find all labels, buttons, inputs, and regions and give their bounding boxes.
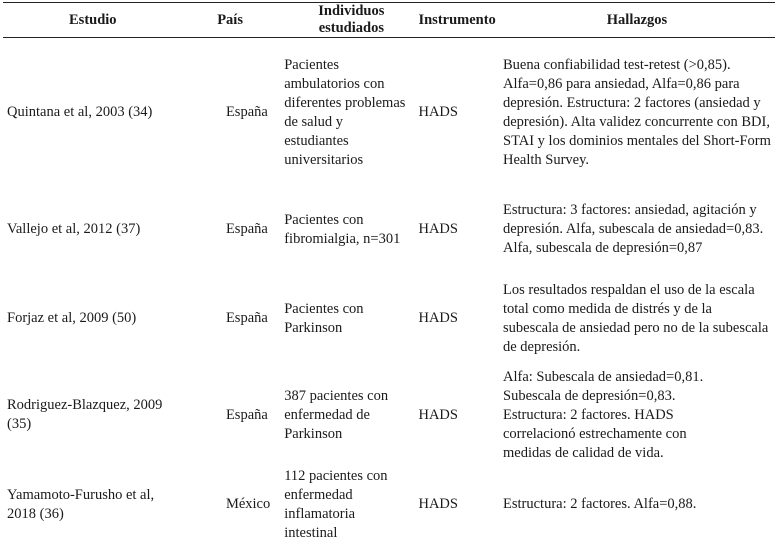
study-text: Yamamoto-Furusho et al, 2018 (36) (7, 486, 185, 524)
study-text: Quintana et al, 2003 (34) (7, 103, 185, 122)
header-row (3, 3, 775, 38)
findings-text: Alfa: Subescala de ansiedad=0,81. Subescala de depresión=0,83. Estructura: 2 factores. HADS correlacionó estrechamente con medidas de calidad de vida. (503, 368, 728, 463)
header-findings: Hallazgos (501, 3, 775, 38)
cell-instrument: HADS (418, 272, 501, 365)
cell-country: España (226, 365, 284, 465)
cell-country: España (226, 38, 284, 188)
cell-findings (501, 465, 775, 544)
subjects-text: Pacientes con fibromialgia, n=301 (284, 211, 416, 249)
findings-text: Estructura: 3 factores: ansiedad, agitación y depresión. Alfa, subescala de ansiedad=0,83. Alfa, subescala de depresión=0,87 (503, 201, 771, 258)
cell-subjects (284, 187, 418, 272)
cell-country: España (226, 272, 284, 365)
cell-subjects (284, 465, 418, 544)
cell-country: España (226, 187, 284, 272)
cell-study (3, 38, 226, 188)
findings-text: Buena confiabilidad test-retest (>0,85). Alfa=0,86 para ansiedad, Alfa=0,86 para depresión. Estructura: 2 factores (ansiedad y depresión). Alta validez concurrente con BDI, STAI y los dominios mentales del Short-Form Health Survey. (503, 56, 771, 170)
table-row (3, 465, 775, 544)
cell-subjects (284, 38, 418, 188)
studies-table (3, 2, 775, 544)
header-country (226, 3, 284, 38)
cell-instrument: HADS (418, 187, 501, 272)
cell-country: México (226, 465, 284, 544)
cell-findings (501, 272, 775, 365)
cell-instrument: HADS (418, 38, 501, 188)
table-body (3, 38, 775, 544)
subjects-text: Pacientes con Parkinson (284, 300, 384, 338)
findings-text: Los resultados respaldan el uso de la escala total como medida de distrés y de la subescala de ansiedad pero no de la subescala de depresión. (503, 281, 771, 357)
subjects-text: 112 pacientes con enfermedad inflamatoria intestinal (284, 467, 394, 543)
table-row (3, 272, 775, 365)
findings-text: Estructura: 2 factores. Alfa=0,88. (503, 495, 771, 514)
header-subjects-label: Individuos estudiados (295, 3, 407, 37)
cell-instrument: HADS (418, 365, 501, 465)
cell-instrument: HADS (418, 465, 501, 544)
cell-subjects (284, 365, 418, 465)
study-text: Forjaz et al, 2009 (50) (7, 309, 185, 328)
table-row (3, 365, 775, 465)
table-header (3, 3, 775, 38)
cell-findings (501, 187, 775, 272)
cell-study (3, 465, 226, 544)
cell-subjects (284, 272, 418, 365)
subjects-text: 387 pacientes con enfermedad de Parkinson (284, 387, 408, 444)
cell-study (3, 187, 226, 272)
cell-study (3, 272, 226, 365)
table-row (3, 38, 775, 188)
study-text: Vallejo et al, 2012 (37) (7, 220, 185, 239)
subjects-text: Pacientes ambulatorios con diferentes problemas de salud y estudiantes universitarios (284, 56, 408, 170)
cell-findings (501, 365, 775, 465)
cell-findings (501, 38, 775, 188)
header-country-label: País (180, 12, 280, 29)
header-subjects (284, 3, 418, 38)
table-row (3, 187, 775, 272)
header-instrument: Instrumento (418, 3, 501, 38)
header-study: Estudio (3, 3, 226, 38)
study-text: Rodriguez-Blazquez, 2009 (35) (7, 396, 185, 434)
cell-study (3, 365, 226, 465)
